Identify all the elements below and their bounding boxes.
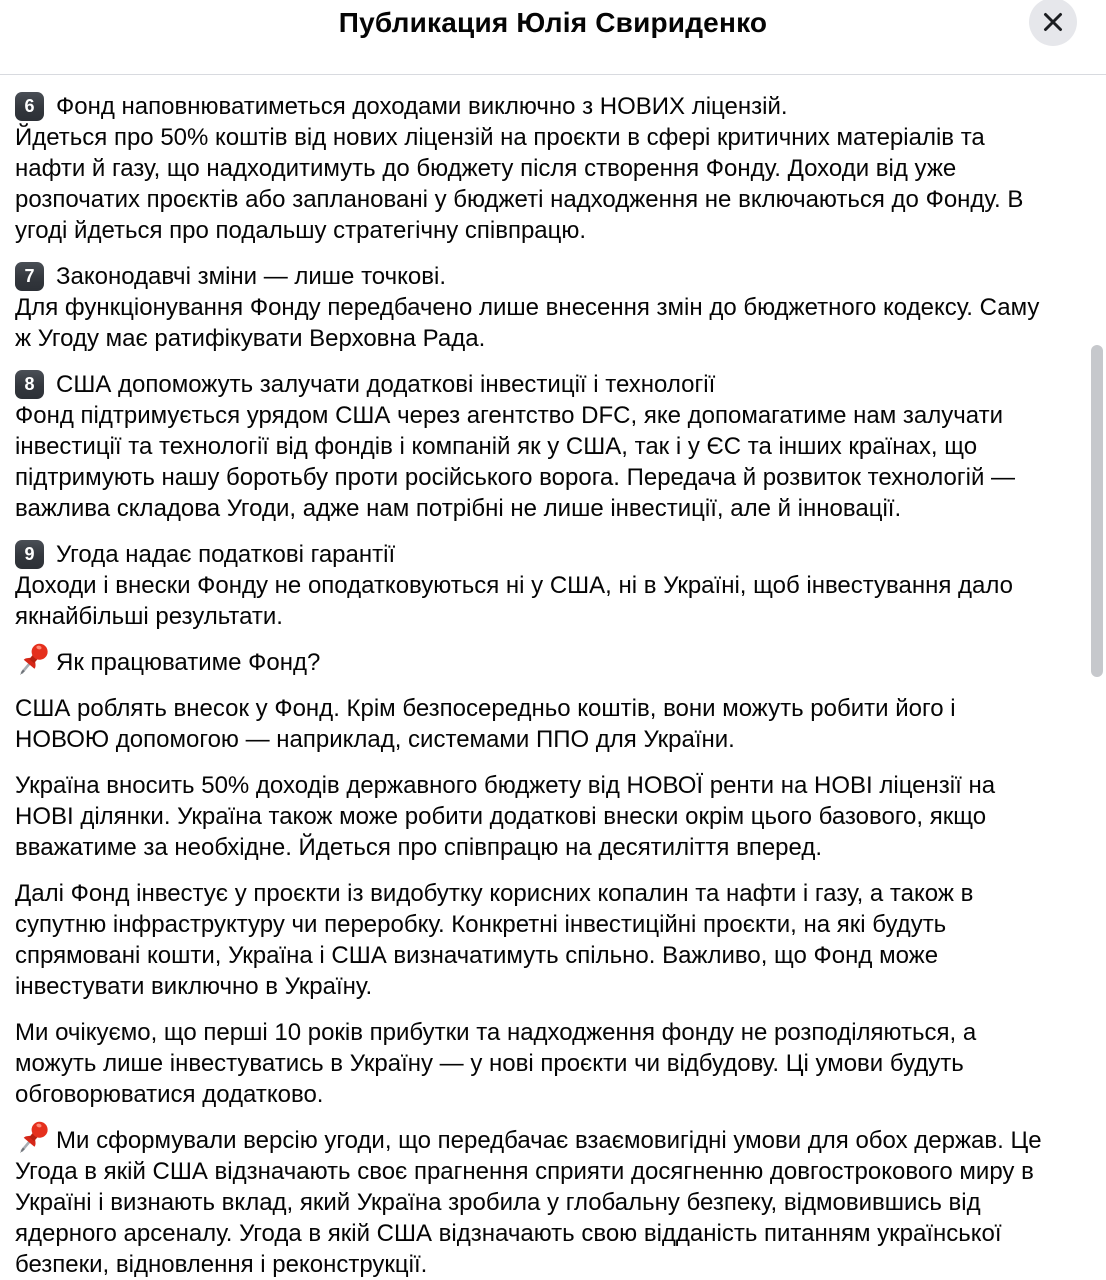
- pinned-question-title: Як працюватиме Фонд?: [56, 649, 321, 676]
- pinned-paragraph-1-text: США роблять внесок у Фонд. Крім безпосередньо коштів, вони можуть робити його і НОВОЮ допомогою — наприклад, системами ППО для України.: [15, 695, 956, 753]
- scrollbar-thumb[interactable]: [1091, 345, 1103, 677]
- pinned-paragraph-2: [15, 770, 1050, 863]
- pinned-summary: [15, 1125, 1050, 1280]
- pinned-paragraph-3-text: Далі Фонд інвестує у проєкти із видобутку корисних копалин та нафти і газу, а також в супутню інфраструктуру чи переробку. Конкретні інвестиційні проєкти, на які будуть спрямовані кошти, Україна і США визначатимуть спільно. Важливо, що Фонд може інвестувати виключно в Україну.: [15, 880, 974, 1000]
- section-6-heading: Фонд наповнюватиметься доходами виключно з НОВИХ ліцензій.: [56, 93, 788, 120]
- pinned-paragraph-1: [15, 693, 1050, 755]
- dialog-header: [0, 0, 1106, 75]
- pinned-paragraph-3: [15, 878, 1050, 1002]
- pinned-question-heading: [15, 647, 1050, 678]
- section-8-text: Фонд підтримується урядом США через агентство DFC, яке допомагатиме нам залучати інвестиції та технології від фондів і компаній як у США, так і у ЄС та інших країнах, що підтримують нашу боротьбу проти російського ворога. Передача й розвиток технологій — важлива складова Угоди, адже нам потрібні не лише інвестиції, але й інновації.: [15, 402, 1016, 522]
- close-icon: [1040, 9, 1066, 35]
- pushpin-icon: [15, 649, 47, 673]
- keycap-6-icon: 6: [15, 92, 44, 121]
- pinned-paragraph-4-text: Ми очікуємо, що перші 10 років прибутки та надходження фонду не розподіляються, а можуть лише інвестуватись в Україну — у нові проєкти чи відбудову. Ці умови будуть обговорюватися додатково.: [15, 1019, 977, 1108]
- close-button[interactable]: [1029, 0, 1077, 46]
- post-section-8: [15, 369, 1050, 524]
- section-7-text: Для функціонування Фонду передбачено лише внесення змін до бюджетного кодексу. Саму ж Угоду має ратифікувати Верховна Рада.: [15, 294, 1040, 352]
- pushpin-icon: [15, 1127, 47, 1151]
- pinned-summary-text: Ми сформували версію угоди, що передбачає взаємовигідні умови для обох держав. Це Угода в якій США відзначають своє прагнення сприяти досягненню довгострокового миру в Україні і визнають вклад, який Україна зробила у глобальну безпеку, відмовившись від ядерного арсеналу. Угода в якій США відзначають свою відданість питанням української безпеки, відновлення і реконструкції.: [15, 1127, 1042, 1278]
- section-6-text: Йдеться про 50% коштів від нових ліцензій на проєкти в сфері критичних матеріалів та нафти й газу, що надходитимуть до бюджету після створення Фонду. Доходи від уже розпочатих проєктів або заплановані у бюджеті надходження не включаються до Фонду. В угоді йдеться про подальшу стратегічну співпрацю.: [15, 124, 1024, 244]
- keycap-8-icon: 8: [15, 370, 44, 399]
- post-section-9: [15, 539, 1050, 632]
- section-7-heading: Законодавчі зміни — лише точкові.: [56, 263, 446, 290]
- keycap-9-icon: 9: [15, 540, 44, 569]
- section-8-heading: США допоможуть залучати додаткові інвестиції і технології: [56, 371, 716, 398]
- pinned-paragraph-2-text: Україна вносить 50% доходів державного бюджету від НОВОЇ ренти на НОВІ ліцензії на НОВІ ділянки. Україна також може робити додаткові внески окрім цього базового, якщо вважатиме за необхідне. Йдеться про співпрацю на десятиліття вперед.: [15, 772, 996, 861]
- post-body: [0, 75, 1106, 1280]
- section-9-heading: Угода надає податкові гарантії: [56, 541, 396, 568]
- dialog-title: Публикация Юлія Свириденко: [338, 7, 768, 38]
- pinned-paragraph-4: [15, 1017, 1050, 1110]
- post-section-6: [15, 91, 1050, 246]
- keycap-7-icon: 7: [15, 262, 44, 291]
- post-section-7: [15, 261, 1050, 354]
- section-9-text: Доходи і внески Фонду не оподатковуються ні у США, ні в Україні, щоб інвестування дало якнайбільші результати.: [15, 572, 1014, 630]
